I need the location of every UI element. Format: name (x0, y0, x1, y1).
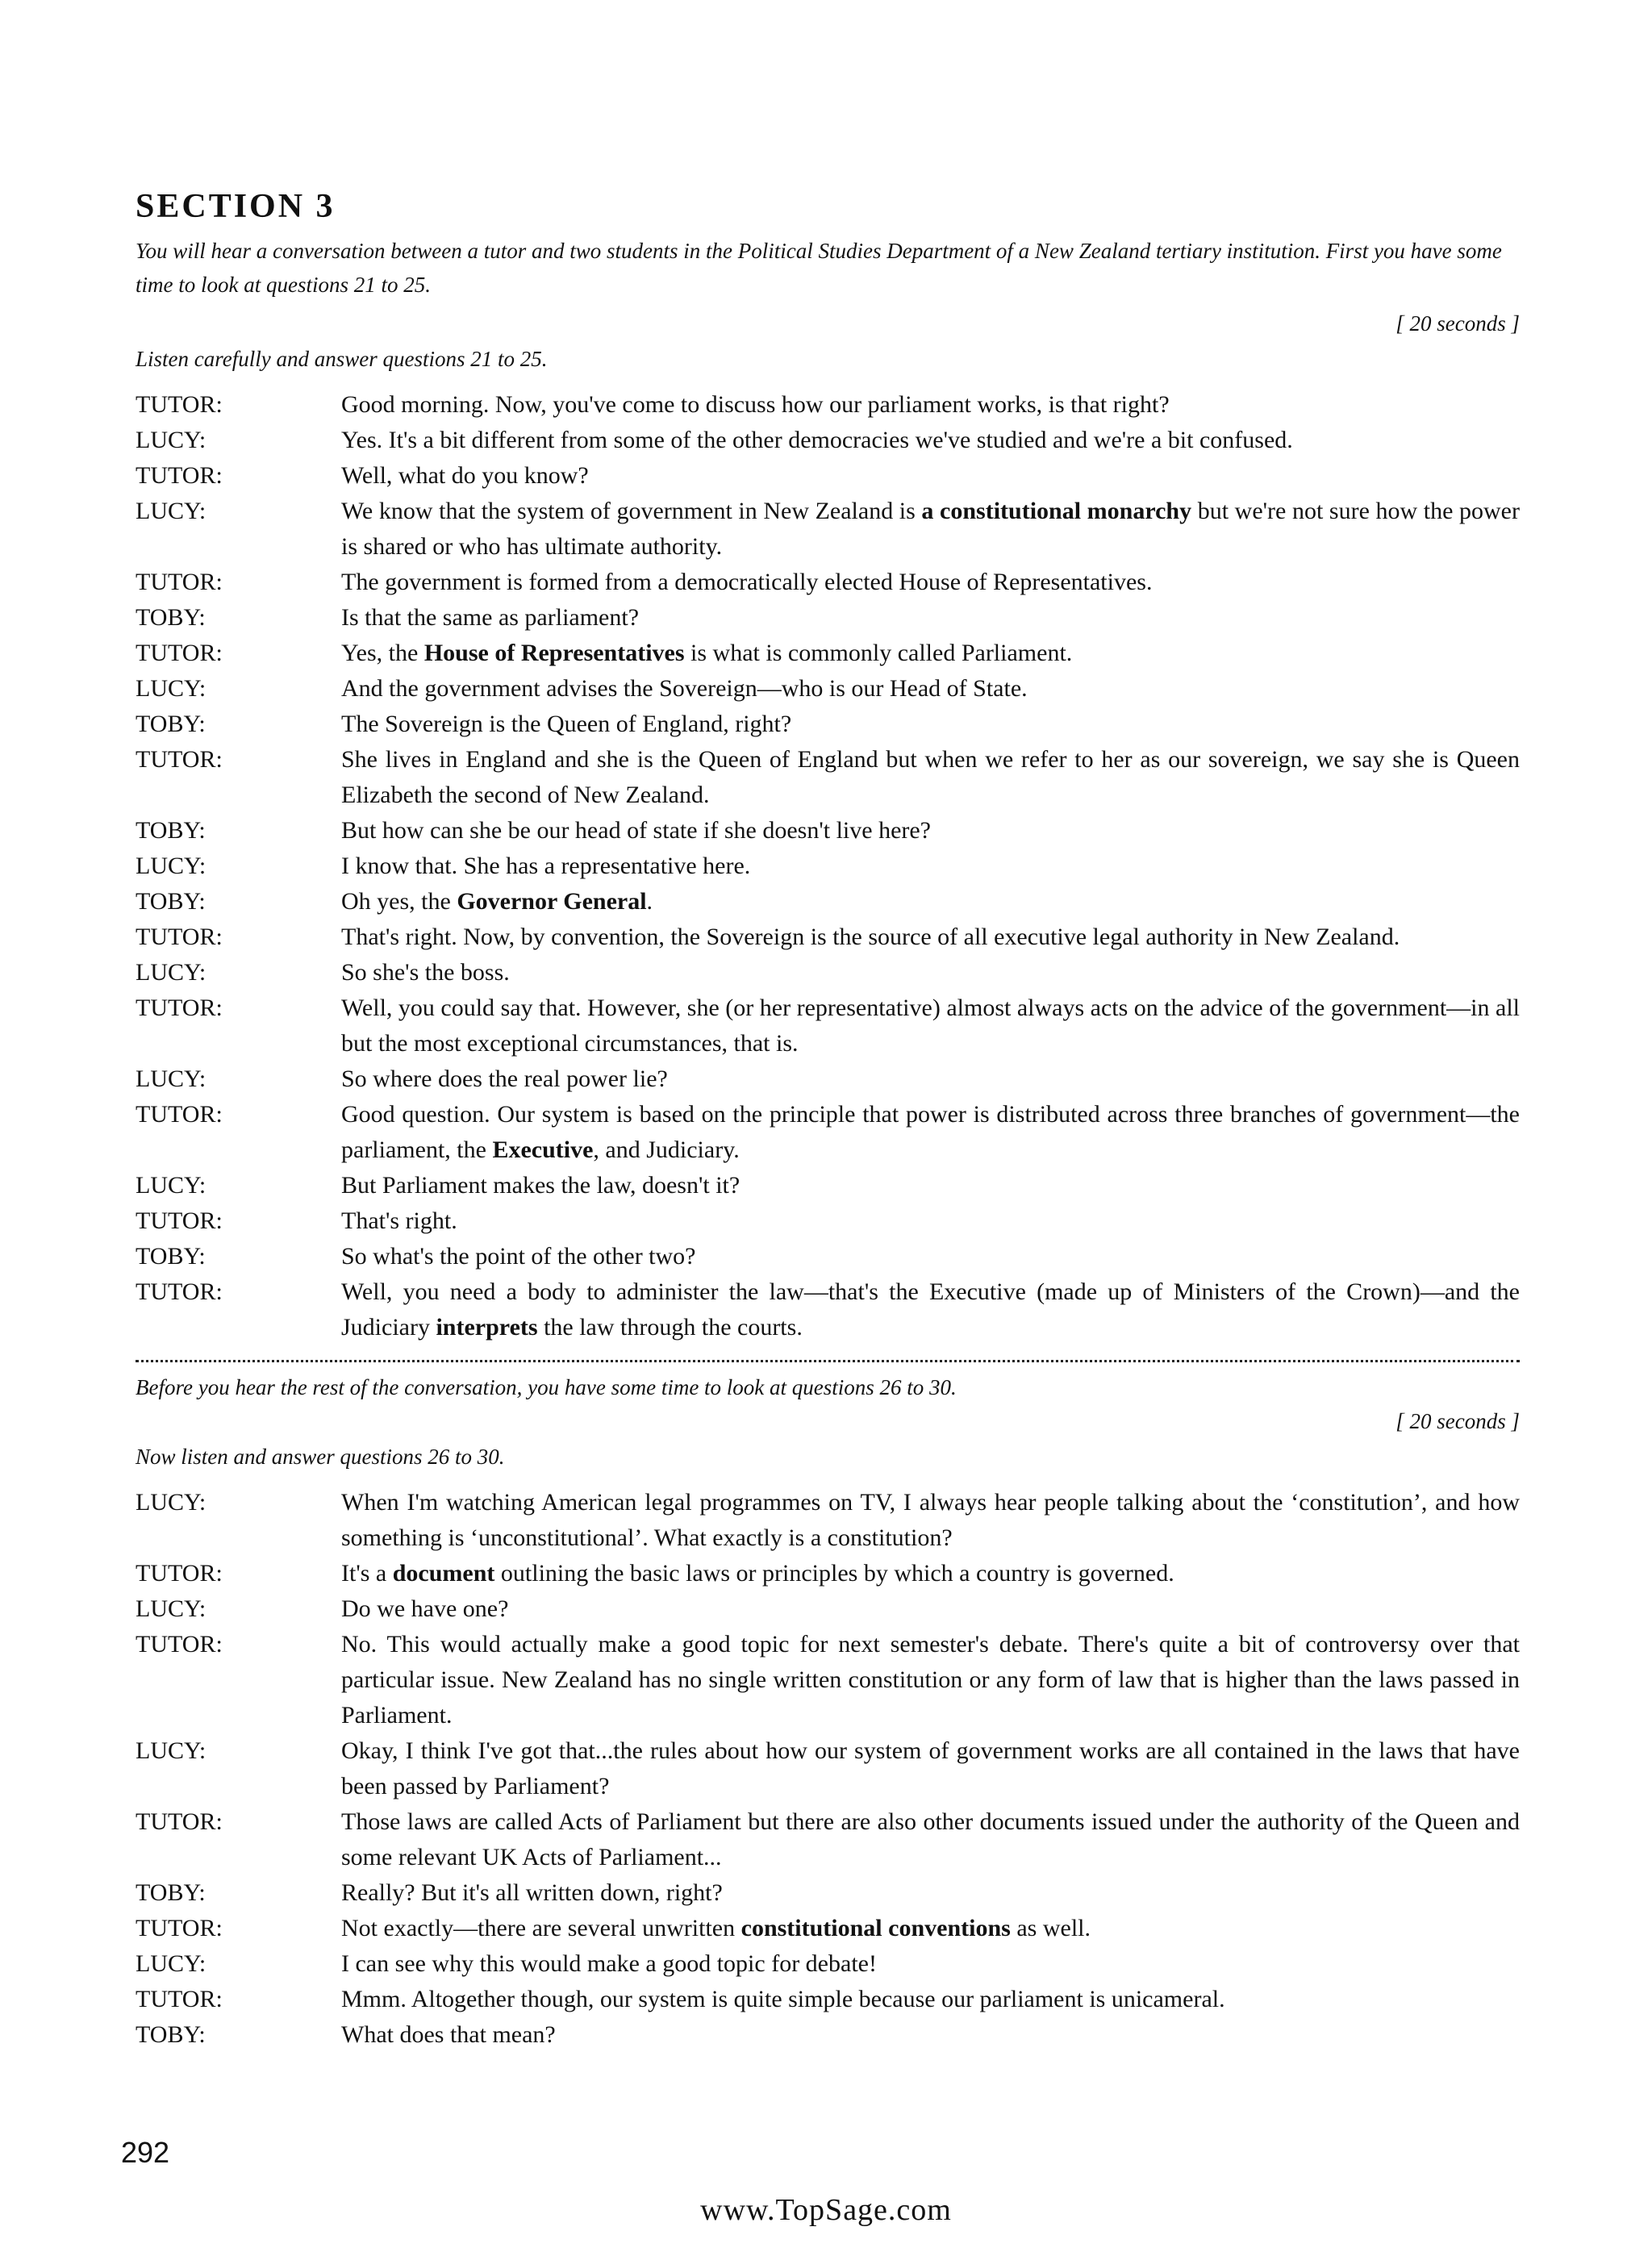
speech-segment: It's a (341, 1560, 393, 1587)
dialogue-line (136, 494, 1520, 565)
dialogue-line (136, 884, 1520, 919)
dialogue-line (136, 1733, 1520, 1804)
speech-segment: outlining the basic laws or principles by which a country is governed. (494, 1560, 1174, 1587)
speaker-label: LUCY: (136, 427, 206, 453)
dialogue-line (136, 707, 1520, 742)
speaker-label: TOBY: (136, 2021, 206, 2048)
speech-text: Is that the same as parliament? (341, 604, 640, 631)
speaker-label: TUTOR: (136, 746, 223, 773)
dialogue-line (136, 1591, 1520, 1627)
speaker-label: LUCY: (136, 959, 206, 986)
speech-text: When I'm watching American legal programmes on TV, I always hear people talking about the ‘constitution’, and how something is ‘unconstitutional’. What exactly is a constitution? (341, 1489, 1520, 1551)
bold-term: Governor General (457, 888, 647, 915)
speech-segment: but we're not sure how the power is shared or who has ultimate authority. (341, 498, 1520, 560)
dialogue-line (136, 1556, 1520, 1591)
section-title: SECTION 3 (136, 188, 336, 225)
speaker-label: TOBY: (136, 817, 206, 844)
speech-segment: as well. (1010, 1915, 1091, 1941)
dialogue-line (136, 813, 1520, 849)
speech-segment: We know that the system of government in New Zealand is (341, 498, 922, 524)
section-intro: You will hear a conversation between a tutor and two students in the Political Studies Department of a New Zealand tertiary institution. First you have some time to look at questions 21 to 25. (136, 239, 1502, 297)
dialogue-line (136, 1168, 1520, 1203)
speaker-label: TUTOR: (136, 391, 223, 418)
speaker-label: LUCY: (136, 1172, 206, 1199)
speaker-label: LUCY: (136, 498, 206, 524)
dialogue-line (136, 1982, 1520, 2017)
speaker-label: TUTOR: (136, 995, 223, 1021)
dialogue-line (136, 1627, 1520, 1733)
speaker-label: LUCY: (136, 1950, 206, 1977)
speaker-label: TUTOR: (136, 1101, 223, 1128)
speech-segment: Not exactly—there are several unwritten (341, 1915, 741, 1941)
speech-text (341, 636, 1520, 671)
speech-text: What does that mean? (341, 2021, 556, 2048)
speaker-label: LUCY: (136, 1737, 206, 1764)
speech-text: The government is formed from a democratically elected House of Representatives. (341, 569, 1153, 595)
bold-term: a constitutional monarchy (921, 498, 1192, 524)
speech-text: I can see why this would make a good topic for debate! (341, 1950, 877, 1977)
speaker-label: TOBY: (136, 1879, 206, 1906)
speech-text (341, 1911, 1520, 1946)
speaker-label: TUTOR: (136, 640, 223, 666)
speaker-label: TUTOR: (136, 1915, 223, 1941)
dialogue-line (136, 919, 1520, 955)
speech-segment: Good question. Our system is based on the principle that power is distributed across three branches of government—the parliament, the (341, 1101, 1520, 1163)
speaker-label: TUTOR: (136, 1631, 223, 1658)
dialogue-line (136, 1203, 1520, 1239)
speaker-label: TOBY: (136, 1243, 206, 1270)
speech-segment: Yes, the (341, 640, 424, 666)
bold-term: document (392, 1560, 495, 1587)
speaker-label: LUCY: (136, 1065, 206, 1092)
speech-text: Yes. It's a bit different from some of the other democracies we've studied and we're a bit confused. (341, 427, 1293, 453)
page-number: 292 (121, 2136, 170, 2169)
page-content (136, 186, 1520, 2053)
dialogue-line (136, 1911, 1520, 1946)
speech-text (341, 1556, 1520, 1591)
bold-term: constitutional conventions (740, 1915, 1011, 1941)
speech-text: Really? But it's all written down, right? (341, 1879, 723, 1906)
bold-term: interprets (436, 1314, 538, 1341)
dialogue-line (136, 990, 1520, 1061)
dialogue-line (136, 565, 1520, 600)
dialogue-line (136, 1097, 1520, 1168)
dialogue-line (136, 1274, 1520, 1345)
speaker-label: LUCY: (136, 853, 206, 879)
dialogue-line (136, 1239, 1520, 1274)
dialogue-line (136, 2017, 1520, 2053)
speech-text: She lives in England and she is the Queen of England but when we refer to her as our sovereign, we say she is Queen Elizabeth the second of New Zealand. (341, 746, 1520, 808)
dialogue-line (136, 1875, 1520, 1911)
speech-text: Well, you could say that. However, she (or her representative) almost always acts on the advice of the government—in all but the most exceptional circumstances, that is. (341, 995, 1520, 1057)
speaker-label: TUTOR: (136, 569, 223, 595)
speech-text: Good morning. Now, you've come to discuss how our parliament works, is that right? (341, 391, 1170, 418)
bold-term: Executive (492, 1136, 594, 1163)
dialogue-line (136, 387, 1520, 423)
dialogue-line (136, 1485, 1520, 1556)
speaker-label: LUCY: (136, 1489, 206, 1516)
speech-text: Okay, I think I've got that...the rules about how our system of government works are all contained in the laws that have been passed by Parliament? (341, 1737, 1520, 1799)
dialogue-line (136, 849, 1520, 884)
speech-text: I know that. She has a representative here. (341, 853, 751, 879)
speaker-label: TUTOR: (136, 1808, 223, 1835)
speech-text: Those laws are called Acts of Parliament but there are also other documents issued under the authority of the Queen and some relevant UK Acts of Parliament... (341, 1808, 1520, 1870)
instruction-2: Before you hear the rest of the conversation, you have some time to look at questions 26 to 30. (136, 1375, 957, 1399)
speech-segment: is what is commonly called Parliament. (684, 640, 1073, 666)
speech-text: So she's the boss. (341, 959, 510, 986)
speaker-label: TOBY: (136, 604, 206, 631)
speech-text: But how can she be our head of state if she doesn't live here? (341, 817, 932, 844)
speaker-label: LUCY: (136, 675, 206, 702)
dialogue-line (136, 600, 1520, 636)
instruction-1: Listen carefully and answer questions 21 to 25. (136, 347, 548, 371)
speech-text (341, 1097, 1520, 1168)
speaker-label: TUTOR: (136, 924, 223, 950)
speech-segment: . (646, 888, 653, 915)
speaker-label: LUCY: (136, 1595, 206, 1622)
speech-text: Do we have one? (341, 1595, 509, 1622)
footer-url: www.TopSage.com (700, 2193, 952, 2227)
timing-note-2: [ 20 seconds ] (1395, 1409, 1520, 1433)
bold-term: House of Representatives (423, 640, 685, 666)
speaker-label: TOBY: (136, 711, 206, 737)
dialogue-line (136, 1061, 1520, 1097)
dialogue-line (136, 1804, 1520, 1875)
speech-text: That's right. (341, 1207, 457, 1234)
dialogue-line (136, 671, 1520, 707)
speech-text: That's right. Now, by convention, the Sovereign is the source of all executive legal authority in New Zealand. (341, 924, 1400, 950)
speech-text: So what's the point of the other two? (341, 1243, 696, 1270)
dialogue-line (136, 955, 1520, 990)
speech-text: Well, what do you know? (341, 462, 589, 489)
speaker-label: TUTOR: (136, 1207, 223, 1234)
speech-segment: the law through the courts. (537, 1314, 803, 1341)
speech-segment: Well, you need a body to administer the law—that's the Executive (made up of Ministers of the Crown)—and the Judiciary (341, 1278, 1520, 1341)
speaker-label: TUTOR: (136, 1560, 223, 1587)
speech-text (341, 494, 1520, 565)
speech-text: Mmm. Altogether though, our system is quite simple because our parliament is unicameral. (341, 1986, 1225, 2012)
speaker-label: TOBY: (136, 888, 206, 915)
speech-text: But Parliament makes the law, doesn't it? (341, 1172, 740, 1199)
dialogue-line (136, 1946, 1520, 1982)
dialogue-line (136, 458, 1520, 494)
instruction-3: Now listen and answer questions 26 to 30. (136, 1445, 505, 1469)
speech-text: No. This would actually make a good topic for next semester's debate. There's quite a bit of controversy over that particular issue. New Zealand has no single written constitution or any form of law that is higher than the laws passed in Parliament. (341, 1631, 1520, 1728)
dialogue-part-1 (136, 387, 1520, 1345)
dialogue-line (136, 423, 1520, 458)
speaker-label: TUTOR: (136, 1278, 223, 1305)
speech-text: So where does the real power lie? (341, 1065, 668, 1092)
speech-text (341, 1274, 1520, 1345)
dialogue-line (136, 742, 1520, 813)
speaker-label: TUTOR: (136, 462, 223, 489)
speech-text: The Sovereign is the Queen of England, right? (341, 711, 792, 737)
speech-text: And the government advises the Sovereign—who is our Head of State. (341, 675, 1028, 702)
speech-segment: Oh yes, the (341, 888, 457, 915)
speaker-label: TUTOR: (136, 1986, 223, 2012)
dialogue-part-2 (136, 1485, 1520, 2053)
speech-text (341, 884, 1520, 919)
dialogue-line (136, 636, 1520, 671)
timing-note-1: [ 20 seconds ] (1395, 311, 1520, 336)
speech-segment: , and Judiciary. (593, 1136, 740, 1163)
dotted-divider (136, 1360, 1520, 1362)
